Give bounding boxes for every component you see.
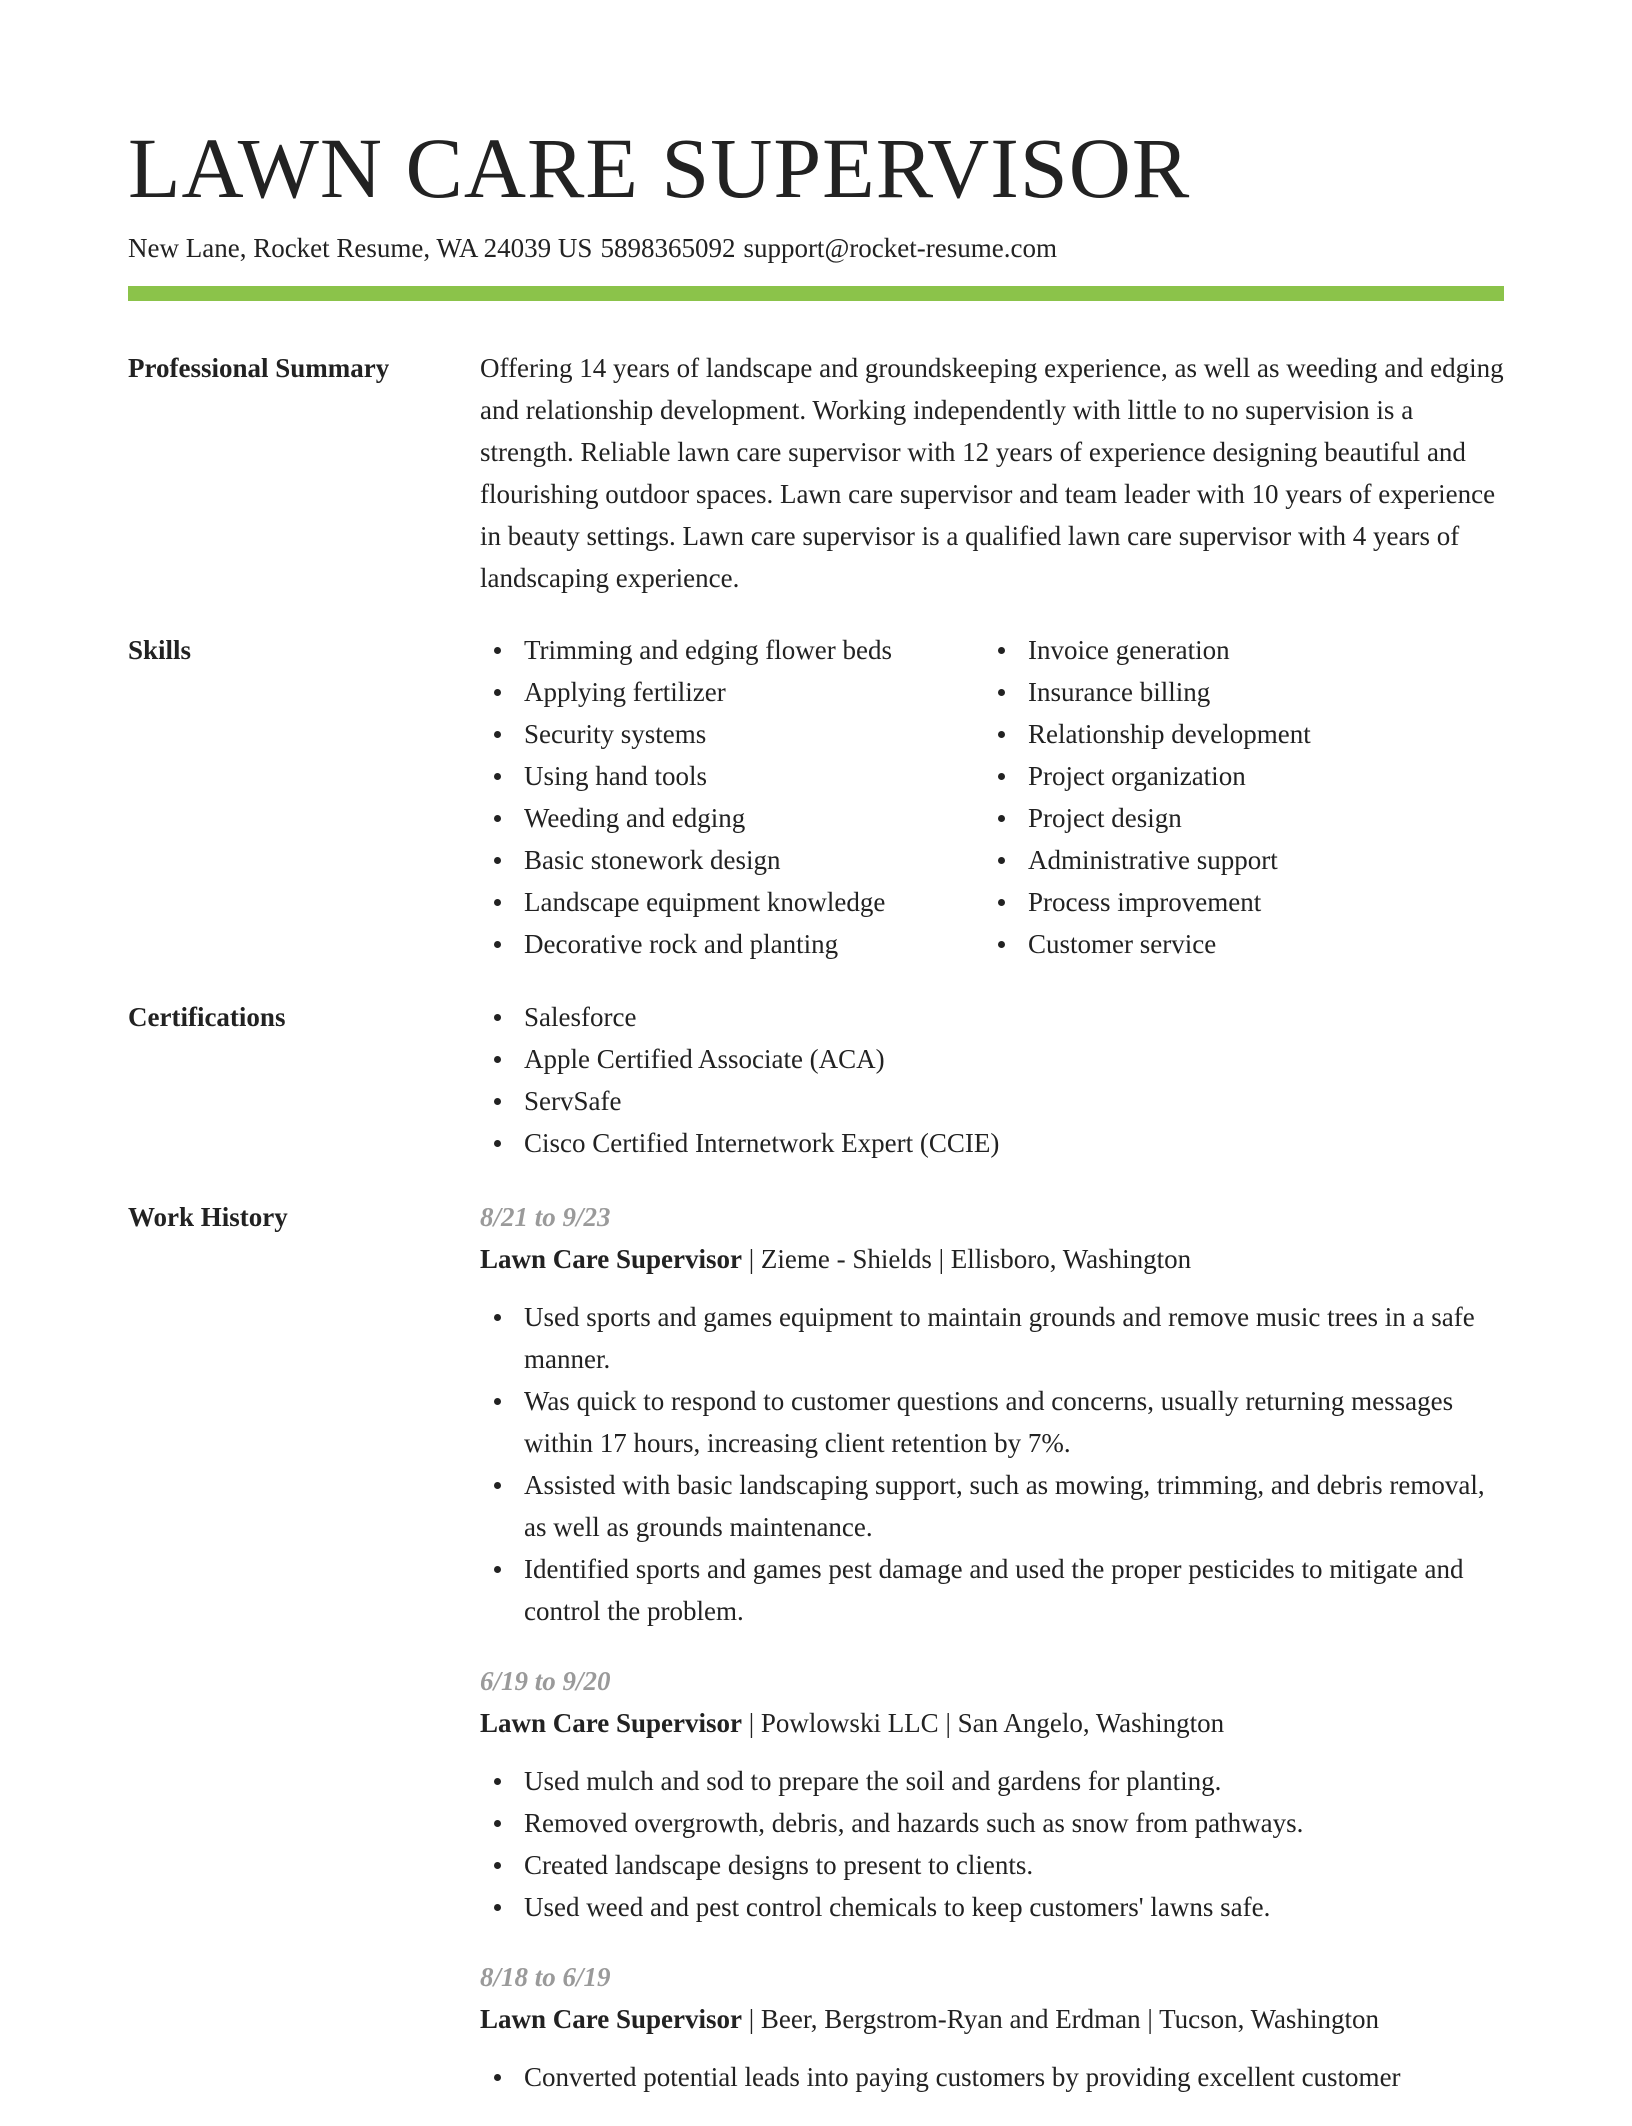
contact-line xyxy=(128,230,1065,266)
skill-item: Invoice generation xyxy=(984,629,1504,671)
job-bullets xyxy=(480,1760,1504,1928)
job-bullet: Created landscape designs to present to clients. xyxy=(480,1844,1504,1886)
skills-list-left xyxy=(480,629,984,965)
job-bullet: Removed overgrowth, debris, and hazards such as snow from pathways. xyxy=(480,1802,1504,1844)
job-entry xyxy=(480,1660,1504,1928)
summary-text: Offering 14 years of landscape and groundskeeping experience, as well as weeding and edging and relationship development. Working independently with little to no supervision is a strength. Reliable lawn care supervisor with 12 years of experience designing beautiful and flourishing outdoor spaces. Lawn care supervisor and team leader with 10 years of experience in beauty settings. Lawn care supervisor is a qualified lawn care supervisor with 4 years of landscaping experience. xyxy=(480,353,1504,593)
skill-item: Process improvement xyxy=(984,881,1504,923)
skill-item: Customer service xyxy=(984,923,1504,965)
skill-item: Trimming and edging flower beds xyxy=(480,629,984,671)
certification-item: Salesforce xyxy=(480,996,1504,1038)
job-employer-location: | Beer, Bergstrom-Ryan and Erdman | Tucson, Washington xyxy=(742,2004,1379,2034)
certifications-list xyxy=(480,996,1504,1164)
job-title-line xyxy=(480,1998,1504,2040)
email: support@rocket-resume.com xyxy=(743,233,1057,263)
skills-heading: Skills xyxy=(128,635,192,665)
job-bullet: Used sports and games equipment to maintain grounds and remove music trees in a safe manner. xyxy=(480,1296,1504,1380)
job-bullet: Converted potential leads into paying customers by providing excellent customer xyxy=(480,2056,1504,2098)
address: New Lane, Rocket Resume, WA 24039 US xyxy=(128,233,593,263)
job-bullet: Assisted with basic landscaping support, such as mowing, trimming, and debris removal, as well as grounds maintenance. xyxy=(480,1464,1504,1548)
job-bullets xyxy=(480,2056,1504,2098)
certification-item: Apple Certified Associate (ACA) xyxy=(480,1038,1504,1080)
skill-item: Insurance billing xyxy=(984,671,1504,713)
job-bullet: Identified sports and games pest damage and used the proper pesticides to mitigate and control the problem. xyxy=(480,1548,1504,1632)
skill-item: Relationship development xyxy=(984,713,1504,755)
job-employer-location: | Powlowski LLC | San Angelo, Washington xyxy=(742,1708,1225,1738)
skill-item: Decorative rock and planting xyxy=(480,923,984,965)
job-bullet: Was quick to respond to customer questions and concerns, usually returning messages within 17 hours, increasing client retention by 7%. xyxy=(480,1380,1504,1464)
skill-item: Landscape equipment knowledge xyxy=(480,881,984,923)
job-bullet: Used weed and pest control chemicals to keep customers' lawns safe. xyxy=(480,1886,1504,1928)
job-bullets xyxy=(480,1296,1504,1632)
header-divider xyxy=(128,286,1504,301)
skill-item: Project organization xyxy=(984,755,1504,797)
job-dates: 8/18 to 6/19 xyxy=(480,1962,611,1992)
job-dates: 6/19 to 9/20 xyxy=(480,1666,611,1696)
skill-item: Using hand tools xyxy=(480,755,984,797)
skill-item: Project design xyxy=(984,797,1504,839)
job-entry xyxy=(480,1196,1504,1632)
skills-list-right xyxy=(984,629,1504,965)
job-title-line xyxy=(480,1238,1504,1280)
job-dates: 8/21 to 9/23 xyxy=(480,1202,611,1232)
job-title: Lawn Care Supervisor xyxy=(480,2004,743,2034)
work-history-heading: Work History xyxy=(128,1202,288,1232)
job-title: Lawn Care Supervisor xyxy=(480,1708,743,1738)
skill-item: Security systems xyxy=(480,713,984,755)
certification-item: Cisco Certified Internetwork Expert (CCIE) xyxy=(480,1122,1504,1164)
skill-item: Basic stonework design xyxy=(480,839,984,881)
skill-item: Applying fertilizer xyxy=(480,671,984,713)
summary-heading: Professional Summary xyxy=(128,353,390,383)
skill-item: Administrative support xyxy=(984,839,1504,881)
job-title: Lawn Care Supervisor xyxy=(480,1244,743,1274)
skill-item: Weeding and edging xyxy=(480,797,984,839)
job-bullet: Used mulch and sod to prepare the soil and gardens for planting. xyxy=(480,1760,1504,1802)
job-entry xyxy=(480,1956,1504,2098)
phone: 5898365092 xyxy=(600,233,736,263)
job-title-line xyxy=(480,1702,1504,1744)
job-employer-location: | Zieme - Shields | Ellisboro, Washington xyxy=(742,1244,1192,1274)
certifications-heading: Certifications xyxy=(128,1002,286,1032)
certification-item: ServSafe xyxy=(480,1080,1504,1122)
candidate-name: LAWN CARE SUPERVISOR xyxy=(128,120,1191,216)
